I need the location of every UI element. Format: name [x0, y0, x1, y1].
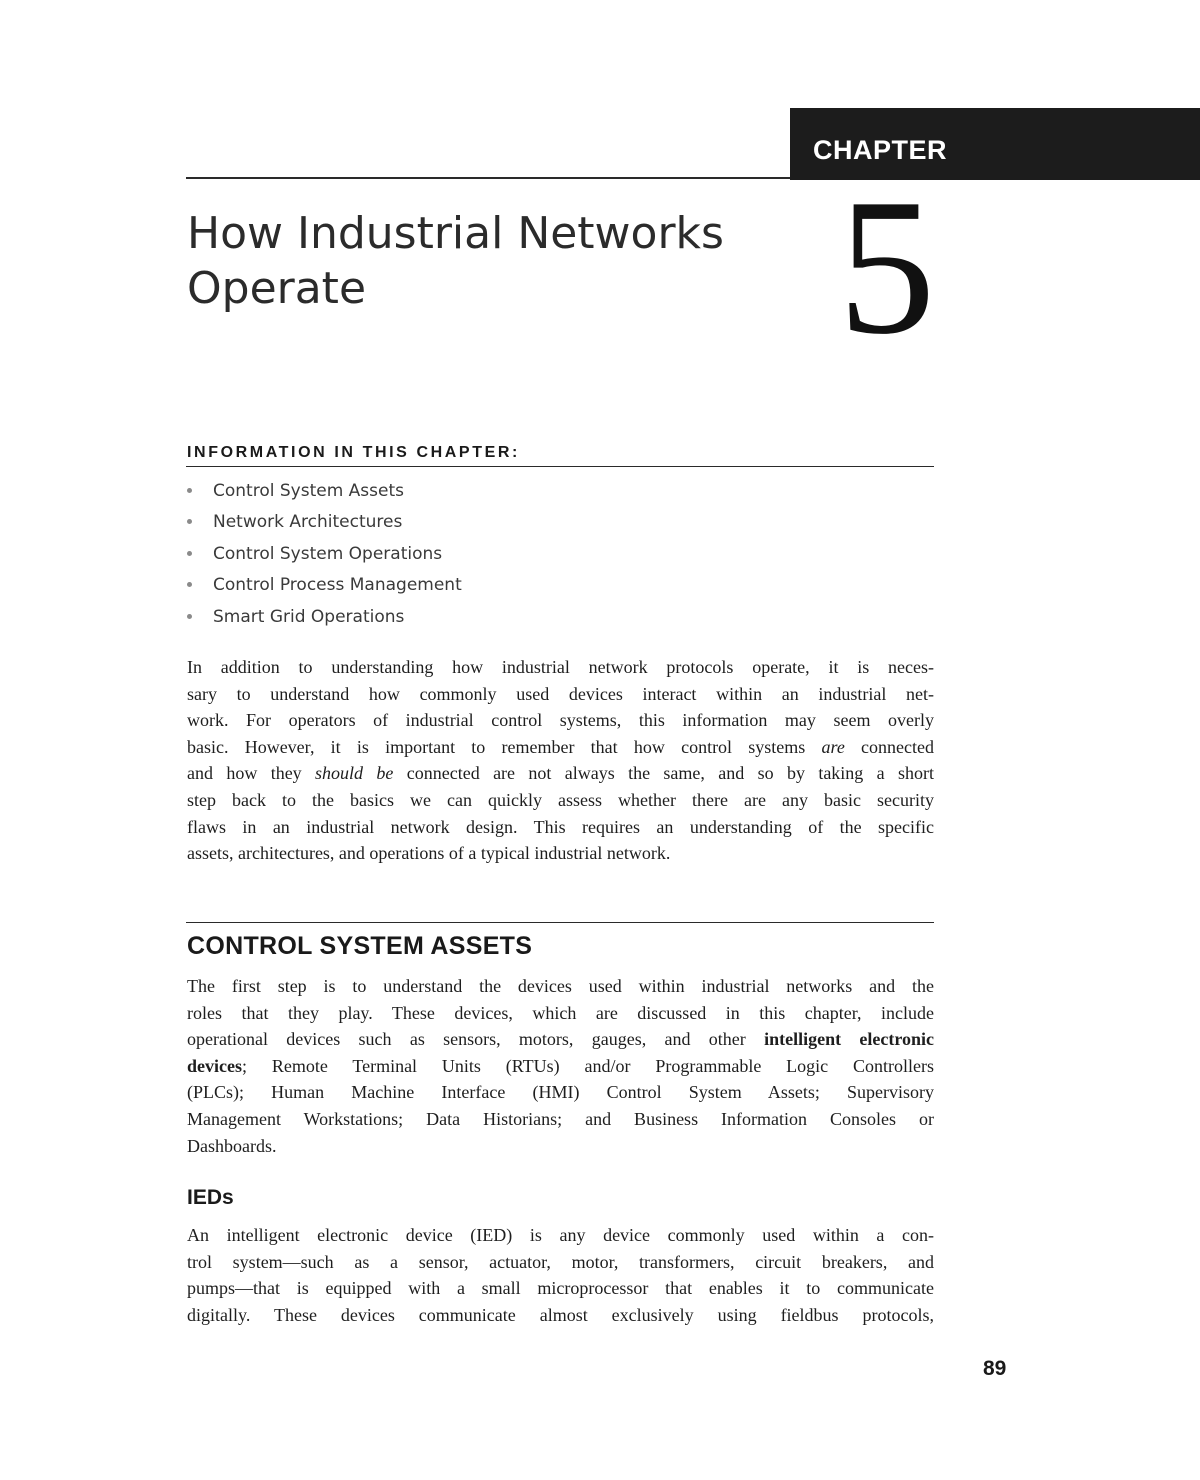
section-line: Management Workstations; Data Historians; and Business Information Consoles or	[187, 1108, 934, 1129]
page-number: 89	[983, 1357, 1007, 1380]
emphasis-should-be: should be	[315, 763, 394, 784]
intro-line: basic. However, it is important to remember that how control systems are connected	[187, 736, 934, 757]
info-list-item: Control System Assets	[187, 478, 462, 509]
section-line: The first step is to understand the devices used within industrial networks and the	[187, 976, 934, 996]
info-list-item: Network Architectures	[187, 509, 462, 540]
section-rule	[186, 922, 934, 923]
intro-line: sary to understand how commonly used devices interact within an industrial net-	[187, 683, 934, 704]
subsection-line: pumps—that is equipped with a small microprocessor that enables it to communicate	[187, 1278, 934, 1299]
info-rule	[186, 466, 934, 467]
section-paragraph	[187, 973, 934, 1159]
subsection-line: trol system—such as a sensor, actuator, motor, transformers, circuit breakers, and	[187, 1251, 934, 1272]
intro-line: In addition to understanding how industrial network protocols operate, it is neces-	[187, 657, 934, 677]
intro-line: flaws in an industrial network design. This requires an understanding of the specific	[187, 816, 934, 837]
bold-term: intelligent electronic	[764, 1029, 934, 1050]
bullet-icon	[187, 614, 192, 619]
intro-line: and how they should be connected are not always the same, and so by taking a short	[187, 763, 935, 784]
chapter-label: CHAPTER	[813, 135, 948, 165]
bullet-icon	[187, 519, 192, 524]
bullet-icon	[187, 488, 192, 493]
intro-line: assets, architectures, and operations of a typical industrial network.	[187, 843, 671, 864]
info-list	[187, 478, 462, 635]
subsection-paragraph	[187, 1222, 934, 1328]
section-heading: CONTROL SYSTEM ASSETS	[187, 932, 533, 960]
chapter-number: 5	[838, 159, 936, 375]
chapter-title-line-2: Operate	[187, 263, 367, 314]
chapter-title-line-1: How Industrial Networks	[187, 208, 724, 259]
section-line: roles that they play. These devices, which are discussed in this chapter, include	[187, 1002, 934, 1023]
subsection-heading: IEDs	[187, 1186, 234, 1209]
chapter-title	[187, 206, 724, 316]
subsection-line: An intelligent electronic device (IED) is any device commonly used within a con-	[187, 1225, 934, 1245]
intro-paragraph	[187, 654, 934, 867]
bullet-icon	[187, 551, 192, 556]
info-list-item: Control System Operations	[187, 541, 462, 572]
section-line: Dashboards.	[187, 1135, 277, 1156]
intro-line: step back to the basics we can quickly assess whether there are any basic security	[187, 789, 934, 810]
section-line: (PLCs); Human Machine Interface (HMI) Control System Assets; Supervisory	[187, 1082, 934, 1103]
subsection-line: digitally. These devices communicate almost exclusively using fieldbus protocols,	[187, 1304, 934, 1325]
intro-line: work. For operators of industrial control systems, this information may seem overly	[187, 710, 934, 731]
emphasis-are: are	[821, 736, 845, 757]
info-list-item: Control Process Management	[187, 572, 462, 603]
section-line: operational devices such as sensors, motors, gauges, and other intelligent electronic	[187, 1029, 934, 1050]
title-rule	[186, 177, 790, 179]
bullet-icon	[187, 582, 192, 587]
section-line: devices; Remote Terminal Units (RTUs) and/or Programmable Logic Controllers	[187, 1055, 934, 1076]
info-heading: INFORMATION IN THIS CHAPTER:	[187, 444, 520, 461]
bold-term: devices	[187, 1055, 242, 1076]
info-list-item: Smart Grid Operations	[187, 604, 462, 635]
